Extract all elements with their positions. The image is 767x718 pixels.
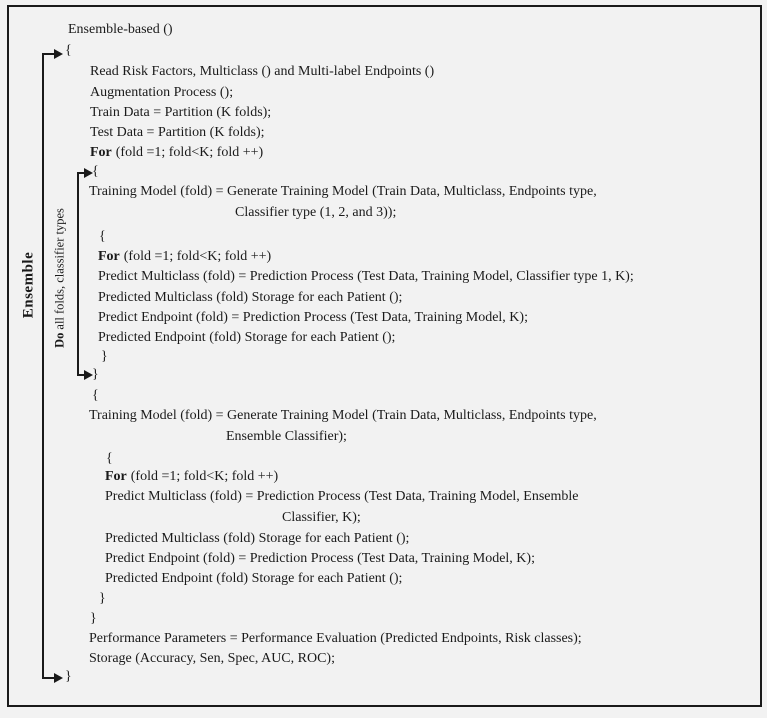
- code-line: Predict Multiclass (fold) = Prediction Process (Test Data, Training Model, Ensemble: [105, 489, 579, 504]
- for-condition: (fold =1; fold<K; fold ++): [130, 469, 279, 484]
- close-brace-fold-loop: }: [92, 367, 99, 382]
- do-label-bold: Do: [52, 332, 67, 348]
- code-line: Predicted Endpoint (fold) Storage for each Patient ();: [98, 330, 396, 345]
- do-label-rest: all folds, classifier types: [52, 208, 67, 330]
- close-brace-outer: }: [65, 669, 72, 684]
- do-all-folds-vertical-label: [53, 208, 68, 348]
- code-line: Read Risk Factors, Multiclass () and Multi-label Endpoints (): [90, 64, 435, 79]
- code-line: Predict Multiclass (fold) = Prediction Process (Test Data, Training Model, Classifier type 1, K);: [98, 269, 634, 284]
- code-line-for: [105, 468, 278, 486]
- for-condition: (fold =1; fold<K; fold ++): [123, 249, 272, 264]
- code-line: Predict Endpoint (fold) = Prediction Process (Test Data, Training Model, K);: [98, 310, 528, 325]
- close-brace-inner: }: [99, 591, 106, 606]
- code-line: Predicted Multiclass (fold) Storage for each Patient ();: [98, 290, 403, 305]
- code-line-title: Ensemble-based (): [68, 22, 173, 37]
- open-brace-inner: {: [99, 229, 106, 244]
- code-line: Storage (Accuracy, Sen, Spec, AUC, ROC);: [89, 651, 335, 666]
- for-condition: (fold =1; fold<K; fold ++): [115, 145, 264, 160]
- code-line-continuation: Ensemble Classifier);: [226, 429, 347, 444]
- ensemble-vertical-label: Ensemble: [20, 251, 37, 319]
- outer-loop-bottom-arrow-icon: [54, 673, 63, 683]
- outer-loop-bracket-line: [42, 53, 44, 679]
- open-brace-fold-loop: {: [92, 164, 99, 179]
- for-keyword: For: [90, 145, 112, 160]
- code-line-continuation: Classifier type (1, 2, and 3));: [235, 205, 397, 220]
- close-brace-inner: }: [101, 349, 108, 364]
- code-line: Performance Parameters = Performance Evaluation (Predicted Endpoints, Risk classes);: [89, 631, 582, 646]
- outer-loop-top-arrow-icon: [54, 49, 63, 59]
- code-line: Test Data = Partition (K folds);: [90, 125, 265, 140]
- inner-loop-bracket-line: [77, 172, 79, 376]
- code-line: Training Model (fold) = Generate Training Model (Train Data, Multiclass, Endpoints type,: [89, 408, 597, 423]
- code-line: Train Data = Partition (K folds);: [90, 105, 272, 120]
- for-keyword: For: [98, 249, 120, 264]
- code-line: Predicted Endpoint (fold) Storage for each Patient ();: [105, 571, 403, 586]
- code-line: Training Model (fold) = Generate Training Model (Train Data, Multiclass, Endpoints type,: [89, 184, 597, 199]
- code-line: Predicted Multiclass (fold) Storage for each Patient ();: [105, 531, 410, 546]
- code-line-continuation: Classifier, K);: [282, 510, 361, 525]
- code-line: Augmentation Process ();: [90, 85, 234, 100]
- for-keyword: For: [105, 469, 127, 484]
- code-line-for: [90, 144, 263, 162]
- code-line-for: [98, 248, 271, 266]
- pseudocode-figure: [7, 5, 762, 707]
- open-brace-inner: {: [106, 451, 113, 466]
- open-brace-ensemble-block: {: [92, 388, 99, 403]
- open-brace-outer: {: [65, 43, 72, 58]
- code-line: Predict Endpoint (fold) = Prediction Process (Test Data, Training Model, K);: [105, 551, 535, 566]
- close-brace-ensemble-block: }: [90, 611, 97, 626]
